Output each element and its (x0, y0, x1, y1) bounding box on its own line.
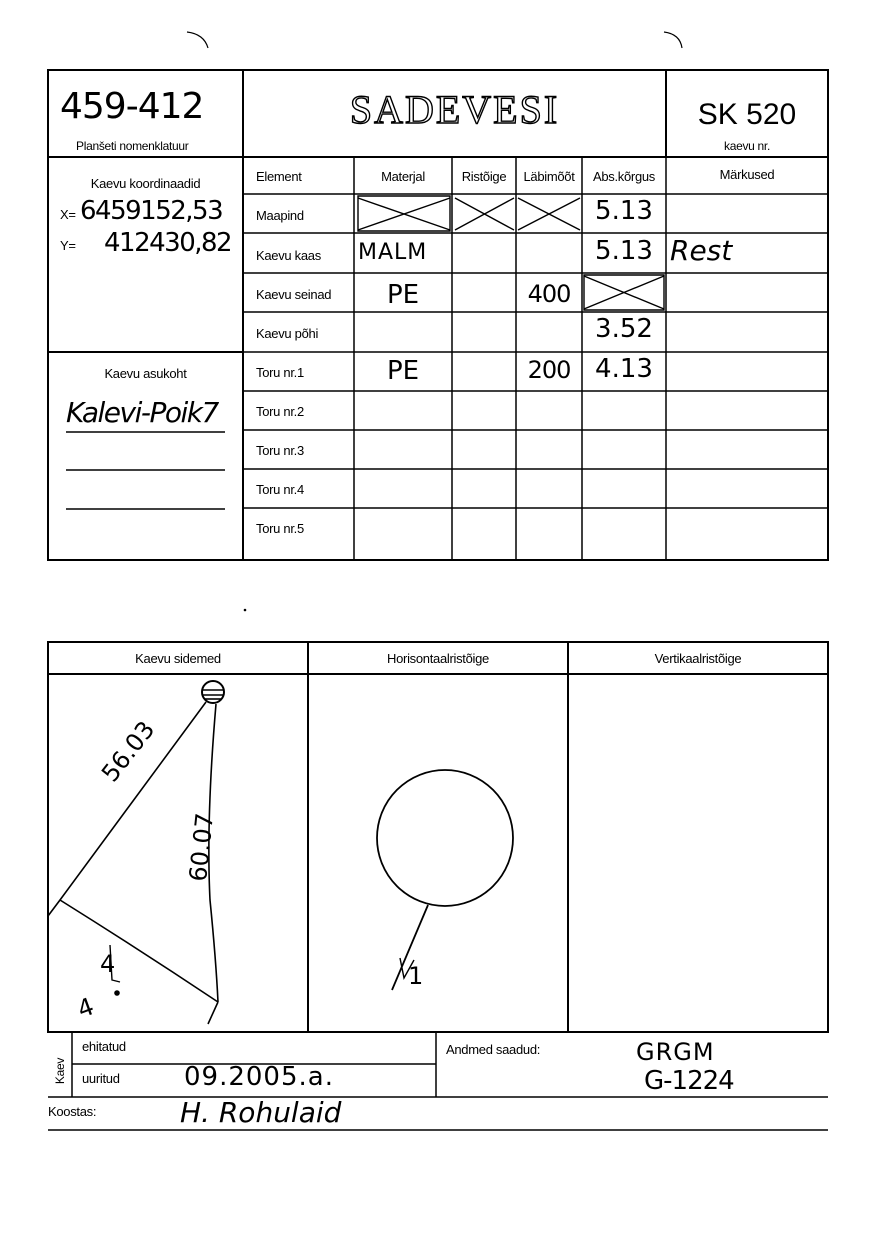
cell-notes: Rest (670, 234, 733, 267)
well-number: SK 520 (697, 98, 797, 131)
row-element: Kaevu kaas (256, 248, 321, 263)
y-label: Y= (60, 238, 76, 253)
pipe-label: 1 (408, 962, 424, 990)
col-header-cross: Ristõige (461, 169, 507, 184)
x-value: 6459152,53 (80, 196, 223, 226)
col-header-diameter: Läbimõõt (523, 169, 575, 184)
row-element: Toru nr.2 (256, 404, 304, 419)
vertical-section-label: Vertikaalristõige (654, 651, 742, 666)
page-title: SADEVESI (349, 87, 560, 132)
row-element: Toru nr.4 (256, 482, 304, 497)
cell-diameter: 400 (527, 280, 571, 308)
row-element: Kaevu põhi (256, 326, 319, 341)
tie-distance-1: 56.03 (96, 715, 161, 788)
cell-material: PE (386, 280, 420, 310)
author-label: Koostas: (48, 1104, 97, 1119)
ties-label: Kaevu sidemed (135, 651, 221, 666)
cell-height: 3.52 (595, 314, 653, 344)
location-label: Kaevu asukoht (104, 366, 187, 381)
cell-material: PE (386, 356, 420, 386)
x-label: X= (60, 207, 76, 222)
col-header-height: Abs.kõrgus (592, 169, 656, 184)
built-label: ehitatud (82, 1039, 126, 1054)
tie-mark-b: 4 (73, 992, 98, 1024)
sheet-number: 459-412 (60, 86, 204, 127)
horizontal-section-label: Horisontaalristõige (387, 651, 489, 666)
data-source-value-1: GRGM (636, 1038, 715, 1066)
row-element: Toru nr.1 (256, 365, 304, 380)
horizontal-section-sketch (377, 770, 513, 990)
coordinates-label: Kaevu koordinaadid (90, 176, 201, 191)
data-source-label: Andmed saadud: (446, 1042, 541, 1057)
location-value: Kalevi-Poik7 (66, 396, 218, 429)
cell-height: 5.13 (595, 196, 653, 226)
tie-distance-2: 60.07 (184, 811, 220, 883)
well-side-label: Kaev (53, 1057, 67, 1085)
row-element: Kaevu seinad (256, 287, 332, 302)
col-header-notes: Märkused (719, 167, 775, 182)
cell-height: 4.13 (595, 354, 653, 384)
surveyed-value: 09.2005.a. (184, 1062, 334, 1092)
cell-height: 5.13 (595, 236, 653, 266)
cell-diameter: 200 (527, 356, 571, 384)
sheet-label: Planšeti nomenklatuur (76, 139, 189, 153)
well-number-label: kaevu nr. (724, 139, 770, 153)
data-source-value-2: G-1224 (644, 1066, 734, 1096)
tie-mark-a: 4 (100, 950, 116, 978)
cell-material: MALM (358, 240, 428, 265)
author-value: H. Rohulaid (180, 1096, 342, 1129)
row-element: Toru nr.5 (256, 521, 304, 536)
row-element: Toru nr.3 (256, 443, 304, 458)
y-value: 412430,82 (104, 228, 232, 258)
row-element: Maapind (256, 208, 304, 223)
col-header-material: Materjal (381, 169, 425, 184)
col-header-element: Element (256, 169, 302, 184)
surveyed-label: uuritud (82, 1071, 120, 1086)
